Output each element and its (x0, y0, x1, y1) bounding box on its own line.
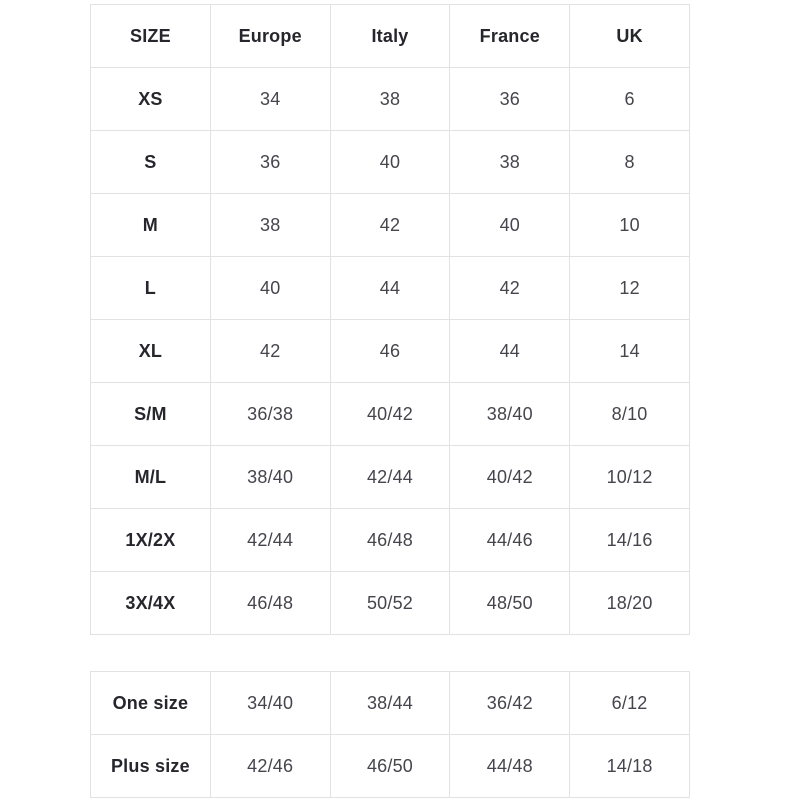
column-header-uk: UK (570, 5, 690, 68)
table-cell: 48/50 (450, 572, 570, 635)
table-cell: 40/42 (450, 446, 570, 509)
table-cell: 46/48 (210, 572, 330, 635)
table-row (91, 509, 690, 572)
table-cell: 8/10 (570, 383, 690, 446)
table-cell: 44/46 (450, 509, 570, 572)
table-cell: 36/42 (450, 672, 570, 735)
row-label: XS (91, 68, 211, 131)
table-cell: 42/44 (210, 509, 330, 572)
table-cell: 42/46 (210, 735, 330, 798)
table-cell: 12 (570, 257, 690, 320)
header-row (91, 5, 690, 68)
table-row (91, 383, 690, 446)
row-label: One size (91, 672, 211, 735)
column-header-italy: Italy (330, 5, 450, 68)
table-cell: 46/48 (330, 509, 450, 572)
table-cell: 40 (450, 194, 570, 257)
row-label: L (91, 257, 211, 320)
table-cell: 34 (210, 68, 330, 131)
size-table-body (91, 68, 690, 635)
table-cell: 42/44 (330, 446, 450, 509)
table-cell: 38 (210, 194, 330, 257)
row-label: XL (91, 320, 211, 383)
table-cell: 42 (210, 320, 330, 383)
table-cell: 42 (330, 194, 450, 257)
table-cell: 46 (330, 320, 450, 383)
table-cell: 40 (330, 131, 450, 194)
table-cell: 38/40 (450, 383, 570, 446)
table-cell: 18/20 (570, 572, 690, 635)
table-row (91, 257, 690, 320)
table-cell: 10 (570, 194, 690, 257)
table-cell: 42 (450, 257, 570, 320)
table-cell: 36 (210, 131, 330, 194)
table-cell: 36/38 (210, 383, 330, 446)
table-row (91, 672, 690, 735)
table-cell: 38 (450, 131, 570, 194)
row-label: S/M (91, 383, 211, 446)
size-conversion-table (90, 4, 690, 635)
table-cell: 34/40 (210, 672, 330, 735)
table-cell: 46/50 (330, 735, 450, 798)
row-label: M/L (91, 446, 211, 509)
table-cell: 44 (330, 257, 450, 320)
table-row (91, 572, 690, 635)
row-label: M (91, 194, 211, 257)
row-label: Plus size (91, 735, 211, 798)
table-cell: 38 (330, 68, 450, 131)
table-cell: 6/12 (570, 672, 690, 735)
table-cell: 8 (570, 131, 690, 194)
table-row (91, 68, 690, 131)
row-label: S (91, 131, 211, 194)
table-row (91, 320, 690, 383)
row-label: 1X/2X (91, 509, 211, 572)
table-cell: 38/44 (330, 672, 450, 735)
column-header-europe: Europe (210, 5, 330, 68)
table-row (91, 446, 690, 509)
table-cell: 14/16 (570, 509, 690, 572)
column-header-size: SIZE (91, 5, 211, 68)
row-label: 3X/4X (91, 572, 211, 635)
table-cell: 38/40 (210, 446, 330, 509)
special-size-table (90, 671, 690, 798)
table-row (91, 131, 690, 194)
special-size-table-body (91, 672, 690, 798)
table-row (91, 735, 690, 798)
table-gap (90, 635, 800, 671)
table-cell: 44/48 (450, 735, 570, 798)
table-cell: 10/12 (570, 446, 690, 509)
table-cell: 40/42 (330, 383, 450, 446)
column-header-france: France (450, 5, 570, 68)
table-cell: 14 (570, 320, 690, 383)
table-cell: 6 (570, 68, 690, 131)
table-cell: 14/18 (570, 735, 690, 798)
table-cell: 36 (450, 68, 570, 131)
table-row (91, 194, 690, 257)
table-cell: 40 (210, 257, 330, 320)
size-table-header (91, 5, 690, 68)
table-cell: 50/52 (330, 572, 450, 635)
table-cell: 44 (450, 320, 570, 383)
